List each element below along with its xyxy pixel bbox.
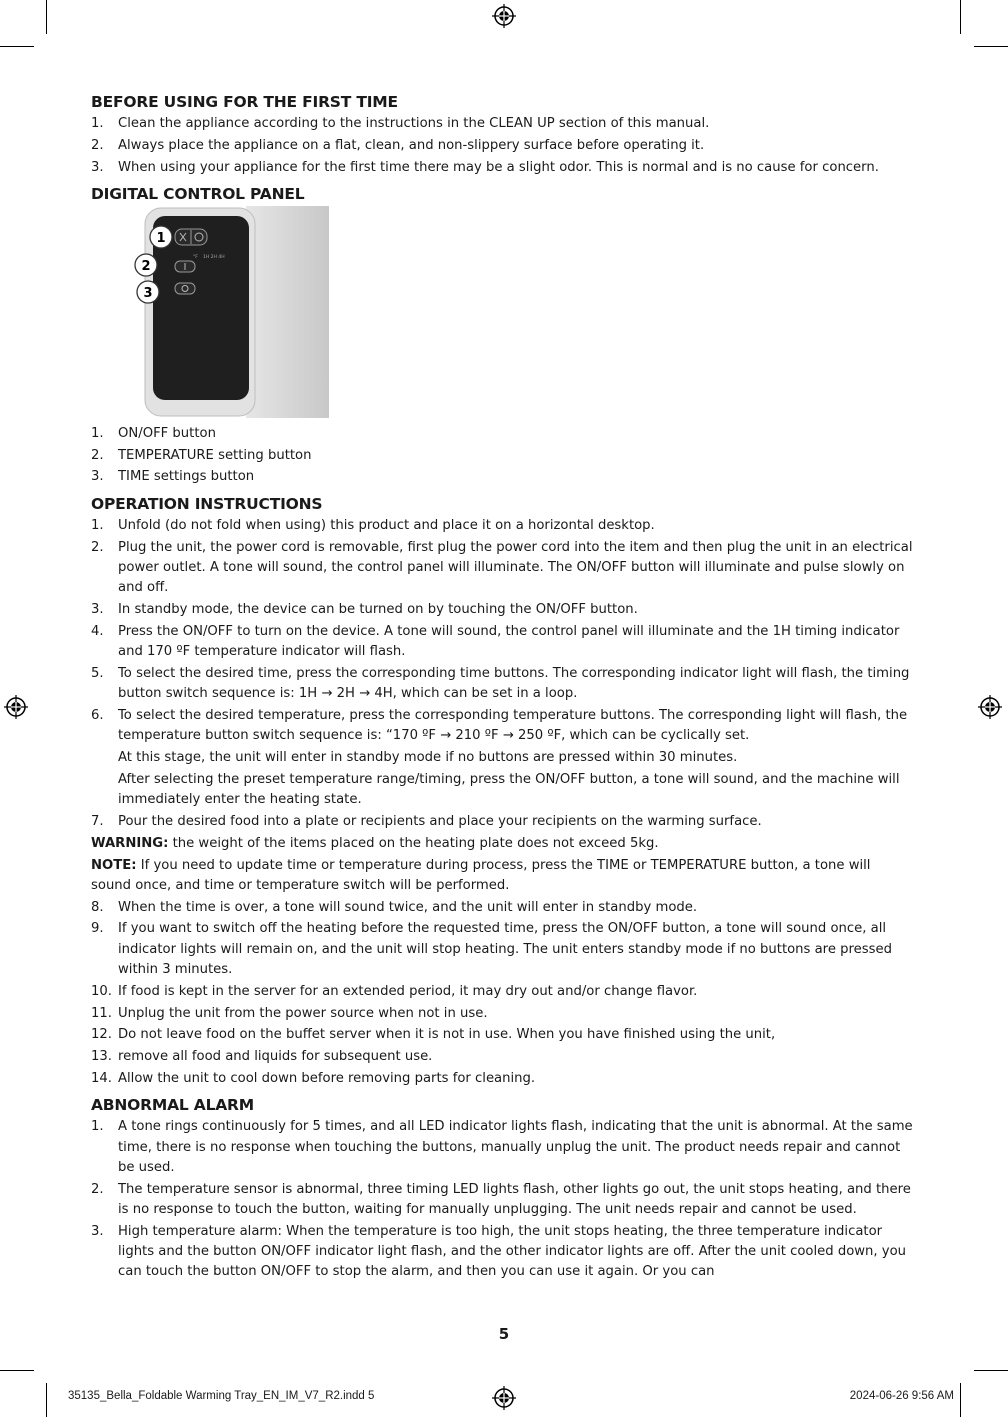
list-item: 1. A tone rings continuously for 5 times, and all LED indicator lights flash, indicating that the unit is abnormal. At the same time, there is no response when touching the buttons, manually unplug the unit. The product needs repair and cannot be used. (91, 1119, 913, 1175)
list-item: 7. Pour the desired food into a plate or recipients and place your recipients on the warming surface. (91, 813, 762, 829)
list-item-subparagraph: At this stage, the unit will enter in standby mode if no buttons are pressed within 30 minutes. (118, 750, 738, 766)
crop-mark (0, 46, 34, 47)
registration-mark-icon (492, 4, 516, 28)
callout-2 (135, 254, 157, 276)
list-item: 4. Press the ON/OFF to turn on the device. A tone will sound, the control panel will illuminate and the 1H timing indicator and 170 ºF temperature indicator will flash. (91, 623, 900, 660)
list-item: 2. Plug the unit, the power cord is removable, first plug the power cord into the item and then plug the unit in an electrical power outlet. A tone will sound, the control panel will illuminate. The ON/OFF button will illuminate and pulse slowly on and off. (91, 539, 913, 596)
list-item: 3. TIME settings button (91, 469, 255, 485)
svg-text:2: 2 (141, 258, 151, 274)
onoff-timer-buttons-icon (175, 229, 207, 245)
crop-mark (974, 46, 1008, 47)
before-use-list (91, 114, 913, 178)
svg-text:3: 3 (143, 285, 153, 301)
footer-datetime: 2024-06-26 9:56 AM (849, 1390, 954, 1402)
manual-page-content (91, 90, 913, 1284)
operation-list (91, 516, 913, 832)
crop-mark (46, 0, 47, 34)
crop-mark (46, 1383, 47, 1417)
list-item: 12. Do not leave food on the buffet server when it is not in use. When you have finished using the unit, (91, 1027, 776, 1043)
crop-mark (0, 1370, 34, 1371)
list-item: 2. Always place the appliance on a flat, clean, and non-slippery surface before operating it. (91, 137, 705, 153)
panel-unit-label: °F (193, 254, 198, 260)
warning-paragraph: WARNING: the weight of the items placed on the heating plate does not exceed 5kg. (91, 835, 659, 851)
list-item: 14. Allow the unit to cool down before removing parts for cleaning. (91, 1071, 536, 1086)
list-item: 3. When using your appliance for the first time there may be a slight odor. This is normal and is no cause for concern. (91, 159, 879, 175)
list-item: 6. To select the desired temperature, press the corresponding temperature buttons. The corresponding light will flash, the temperature button switch sequence is: “170 ºF → 210 ºF → 250 ºF, which can be cyclically set. At this stage, the unit will enter in standby mode if no buttons are pressed within 30 minutes. After selecting the preset temperature range/timing, press the ON/OFF button, a tone will sound, and the machine will immediately enter the heating state. (91, 706, 913, 810)
list-item: 1. Unfold (do not fold when using) this product and place it on a horizontal desktop. (91, 517, 655, 533)
list-item: 2. The temperature sensor is abnormal, three timing LED lights flash, other lights go out, the unit stops heating, and there is no response to touch the button, waiting for manually unplugging. The unit needs repair and cannot be used. (91, 1181, 911, 1217)
section-heading-abnormal-alarm: ABNORMAL ALARM (91, 1096, 255, 1115)
note-paragraph: NOTE: If you need to update time or temperature during process, press the TIME or TEMPERATURE button, a tone will sound once, and time or temperature switch will be performed. (91, 857, 871, 893)
registration-mark-icon (4, 695, 28, 719)
section-heading-operation: OPERATION INSTRUCTIONS (91, 494, 323, 513)
crop-mark (974, 1370, 1008, 1371)
control-panel-figure (131, 206, 371, 422)
list-item: 9. If you want to switch off the heating before the requested time, press the ON/OFF button, a tone will sound once, all indicator lights will remain on, and the unit will stop heating. The unit enters standby mode if no buttons are pressed within 3 minutes. (91, 921, 892, 978)
list-item: 10. If food is kept in the server for an extended period, it may dry out and/or change flavor. (91, 983, 698, 999)
panel-time-labels: 1H 2H 4H (203, 254, 225, 260)
list-item: 3. High temperature alarm: When the temperature is too high, the unit stops heating, the three temperature indicator lights and the button ON/OFF indicator light flash, and the other indicator lights are off. After the unit cooled down, you can touch the button ON/OFF to stop the alarm, and then you can use it again. Or you can (91, 1223, 907, 1280)
list-item: 5. To select the desired time, press the corresponding time buttons. The corresponding indicator light will flash, the timing button switch sequence is: 1H → 2H → 4H, which can be set in a loop. (91, 665, 910, 702)
temperature-button-icon (175, 261, 195, 272)
abnormal-alarm-list (91, 1117, 913, 1282)
note-label: NOTE: (91, 857, 137, 873)
registration-mark-icon (492, 1386, 516, 1410)
list-item: 1. ON/OFF button (91, 425, 216, 441)
callout-1 (150, 226, 172, 248)
list-item: 8. When the time is over, a tone will sound twice, and the unit will enter in standby mode. (91, 899, 698, 915)
time-button-icon (175, 283, 195, 294)
crop-mark (960, 1383, 961, 1417)
list-item-subparagraph: After selecting the preset temperature range/timing, press the ON/OFF button, a tone will sound, and the machine will immediately enter the heating state. (118, 771, 900, 808)
list-item: 2. TEMPERATURE setting button (91, 447, 312, 463)
crop-mark (960, 0, 961, 34)
list-item: 13. remove all food and liquids for subsequent use. (91, 1049, 433, 1065)
list-item: 3. In standby mode, the device can be turned on by touching the ON/OFF button. (91, 601, 638, 617)
page-number: 5 (498, 1325, 510, 1343)
control-panel-list (91, 424, 913, 488)
registration-mark-icon (978, 695, 1002, 719)
svg-text:1: 1 (156, 230, 166, 246)
operation-list-continued (91, 898, 913, 1090)
list-item: 11. Unplug the unit from the power source when not in use. (91, 1005, 488, 1021)
warning-label: WARNING: (91, 835, 169, 851)
section-heading-control-panel: DIGITAL CONTROL PANEL (91, 184, 305, 203)
control-panel-illustration (131, 206, 371, 422)
section-heading-before-use: BEFORE USING FOR THE FIRST TIME (91, 93, 398, 111)
callout-3 (137, 281, 159, 303)
list-item: 1. Clean the appliance according to the instructions in the CLEAN UP section of this manual. (91, 116, 710, 131)
footer-filename: 35135_Bella_Foldable Warming Tray_EN_IM_V7_R2.indd 5 (68, 1390, 375, 1402)
